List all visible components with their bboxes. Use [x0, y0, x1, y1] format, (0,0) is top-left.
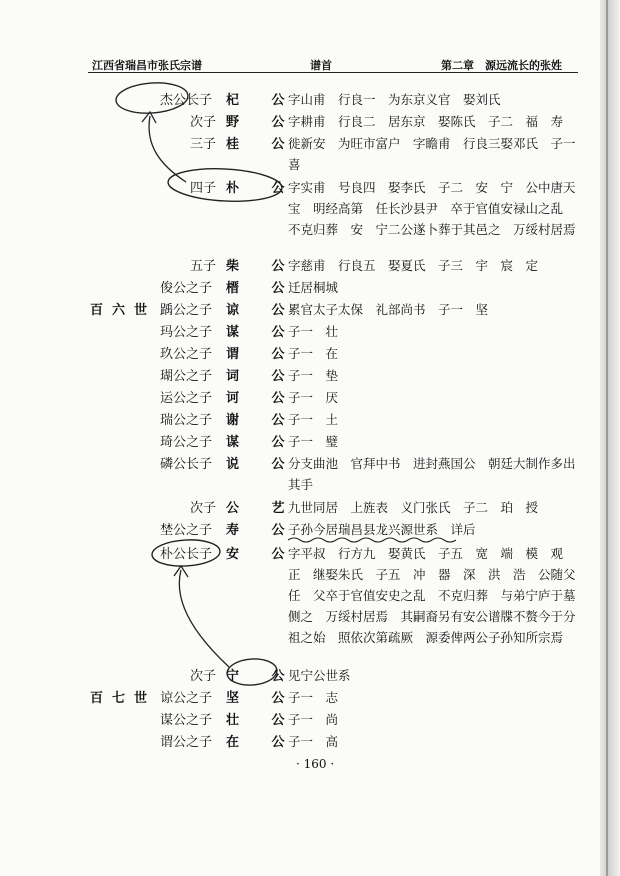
person-name: 谢 公: [226, 413, 299, 428]
entry-row: [0, 687, 600, 709]
running-header-right: 第二章 源远流长的张姓: [441, 59, 562, 72]
ink-arrowhead-bottom: [174, 566, 188, 577]
relation-label: 杰公长子: [160, 93, 213, 108]
person-name: 宁 公: [226, 669, 299, 684]
relation-label: 玖公之子: [160, 347, 213, 362]
person-name: 谅 公: [226, 303, 299, 318]
relation-label: 埜公之子: [160, 523, 213, 538]
entry-description: 字慈甫 行良五 娶夏氏 子三 宇 宸 定: [288, 258, 539, 273]
entry-row: [0, 431, 600, 453]
entry-description: 字耕甫 行良二 居东京 娶陈氏 子二 福 寿: [288, 114, 564, 129]
entry-row: [0, 543, 600, 645]
generation-label: 百六世: [90, 303, 157, 318]
page-binding-edge: [600, 0, 620, 876]
relation-label: 玛公之子: [160, 325, 213, 340]
entry-description: 子一 璧: [288, 434, 339, 449]
person-name: 词 公: [226, 369, 299, 384]
entry-row: [0, 321, 600, 343]
relation-label: 踽公之子: [160, 303, 213, 318]
entry-description: 迁居桐城: [288, 280, 339, 295]
entry-row: [0, 709, 600, 731]
relation-label: 谋公之子: [160, 713, 213, 728]
relation-label: 谅公之子: [160, 691, 213, 706]
entry-row: [0, 89, 600, 111]
person-name: 柴 公: [226, 259, 299, 274]
person-name: 谋 公: [226, 325, 299, 340]
entry-row: [0, 111, 600, 133]
entry-row: [0, 255, 600, 277]
person-name: 桂 公: [226, 137, 299, 152]
entry-row: [0, 133, 600, 172]
entry-row: [0, 497, 600, 519]
entry-description: 子一 土: [288, 412, 339, 427]
entry-description: 九世同居 上旌表 义门张氏 子二 珀 授: [288, 500, 539, 515]
generation-label: 百七世: [90, 691, 157, 706]
relation-label: 次子: [190, 501, 217, 516]
person-name: 安 公: [226, 547, 299, 562]
entry-description: 子孙今居瑞昌县龙兴源世系 详后: [288, 522, 476, 537]
entry-description: 子一 志: [288, 690, 339, 705]
entry-row: [0, 665, 600, 687]
relation-label: 瑞公之子: [160, 413, 213, 428]
entry-description: 子一 垫: [288, 368, 339, 383]
person-name: 在 公: [226, 735, 299, 750]
person-name: 诃 公: [226, 391, 299, 406]
relation-label: 四子: [190, 181, 217, 196]
relation-label: 琦公之子: [160, 435, 213, 450]
person-name: 坚 公: [226, 691, 299, 706]
entry-description: 徙新安 为旺市富户 字瞻甫 行良三娶邓氏 子一 喜: [288, 136, 589, 172]
entry-row: [0, 177, 600, 237]
entry-description: 累官太子太保 礼部尚书 子一 坚: [288, 302, 489, 317]
person-name: 说 公: [226, 457, 299, 472]
ink-arrow-ning-to-pu: [179, 570, 229, 667]
relation-label: 运公之子: [160, 391, 213, 406]
relation-label: 五子: [190, 259, 217, 274]
relation-label: 次子: [190, 115, 217, 130]
entry-row: [0, 343, 600, 365]
entry-description: 字平叔 行方九 娶黄氏 子五 宽 端 模 观 正 继娶朱氏 子五 冲 器 深 洪 浩 公随父任 父卒于官值安史之乱 不克归葬 与弟宁庐于墓侧之 万绥村居焉 其嗣裔另有安公谱牒不赘今于分祖之始 照依次第疏厥 源委俾两公子孙知所宗焉: [288, 546, 576, 645]
person-name: 寿 公: [226, 523, 299, 538]
entry-row: [0, 387, 600, 409]
relation-label: 俊公之子: [160, 281, 213, 296]
entry-row: [0, 299, 600, 321]
entry-row: [0, 453, 600, 492]
relation-label: 谓公之子: [160, 735, 213, 750]
person-name: 朴 公: [226, 181, 299, 196]
header-rule: [88, 72, 578, 73]
relation-label: 瑚公之子: [160, 369, 213, 384]
entry-row: [0, 519, 600, 541]
relation-label: 次子: [190, 669, 217, 684]
person-name: 壮 公: [226, 713, 299, 728]
entry-description: 字实甫 号良四 娶李氏 子二 安 宁 公中唐天宝 明经高第 任长沙县尹 卒于官值安禄山之乱 不克归葬 安 宁二公遂卜葬于其邑之 万绥村居焉: [288, 180, 576, 237]
entry-description: 子一 厌: [288, 390, 339, 405]
person-name: 榗 公: [226, 281, 299, 296]
entry-description: 见宁公世系: [288, 668, 351, 683]
entry-row: [0, 409, 600, 431]
entry-description: 子一 尚: [288, 712, 339, 727]
entry-description: 子一 高: [288, 734, 339, 749]
running-header-left: 江西省瑞昌市张氏宗谱: [92, 59, 202, 72]
entry-row: [0, 731, 600, 753]
entry-row: [0, 365, 600, 387]
entry-description: 子一 在: [288, 346, 339, 361]
person-name: 野 公: [226, 115, 299, 130]
running-header-center: 谱首: [310, 59, 332, 72]
person-name: 谓 公: [226, 347, 299, 362]
page-number: · 160 ·: [296, 757, 335, 771]
relation-label: 朴公长子: [160, 547, 213, 562]
person-name: 谋 公: [226, 435, 299, 450]
relation-label: 三子: [190, 137, 217, 152]
person-name: 杞 公: [226, 93, 299, 108]
entry-row: [0, 277, 600, 299]
entry-description: 分支曲池 官拜中书 进封燕国公 朝廷大制作多出其手: [288, 456, 576, 492]
entry-description: 字山甫 行良一 为东京义官 娶刘氏: [288, 92, 501, 107]
entry-description: 子一 壮: [288, 324, 339, 339]
person-name: 公 艺: [226, 501, 299, 516]
relation-label: 磷公长子: [160, 457, 213, 472]
